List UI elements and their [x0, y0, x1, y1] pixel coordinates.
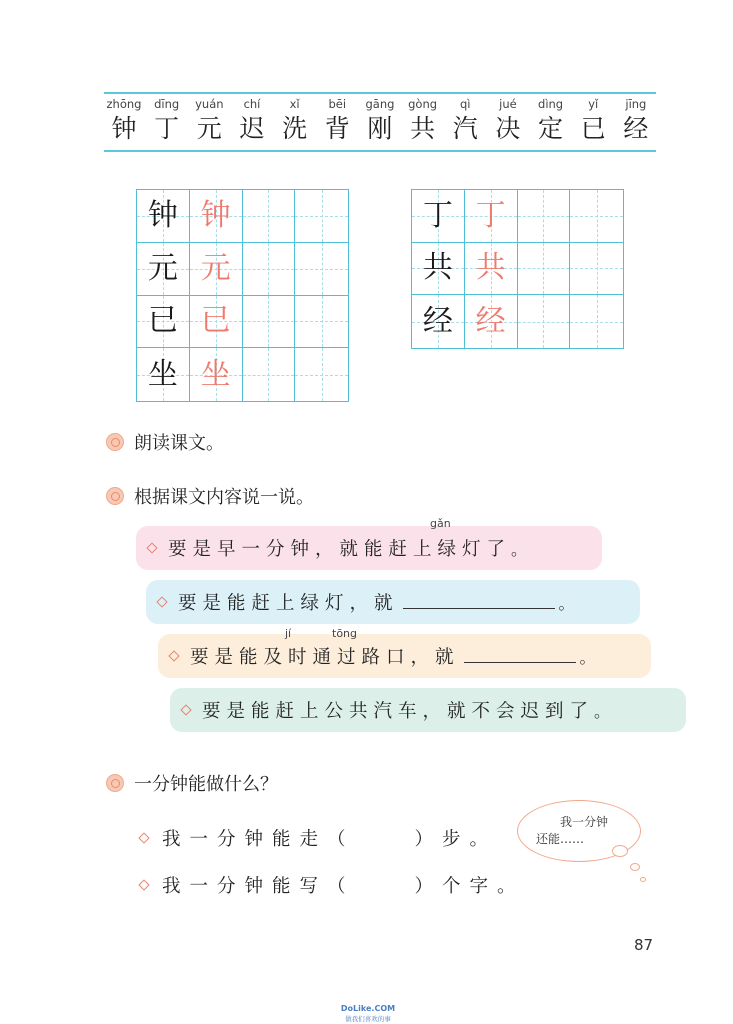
trace-char: 共: [475, 250, 506, 286]
question-after: ）个字。: [414, 876, 525, 897]
grid-cell-practice[interactable]: [570, 295, 623, 348]
grid-cell-practice[interactable]: [243, 348, 296, 401]
char-hanzi: 洗: [282, 114, 308, 143]
grid-cell-model: [137, 296, 190, 349]
sentence-text: 要是能及时通过路口，就: [190, 647, 460, 668]
grid-cell-model: [190, 243, 243, 296]
model-char: 丁: [422, 197, 453, 233]
model-char: 坐: [147, 356, 178, 392]
band-bottom-line: [104, 150, 656, 152]
diamond-bullet-icon: [156, 596, 167, 607]
question-before: 我一分钟能走（: [162, 829, 355, 850]
char-hanzi: 决: [495, 114, 521, 143]
fill-blank[interactable]: [403, 593, 555, 609]
new-char: [275, 96, 315, 146]
sentence-text: 要是能赶上绿灯，就: [178, 593, 399, 614]
model-char: 元: [147, 250, 178, 286]
new-char: [360, 96, 400, 146]
char-hanzi: 丁: [154, 114, 180, 143]
char-pinyin: dīng: [154, 97, 180, 111]
char-pinyin: jīng: [625, 97, 647, 111]
model-char: 已: [147, 303, 178, 339]
grid-cell-practice[interactable]: [295, 296, 348, 349]
answer-blank[interactable]: [355, 828, 415, 848]
grid-cell-practice[interactable]: [518, 190, 571, 243]
bubble-line-1: 我一分钟: [560, 815, 609, 829]
sentence-bar-1: gǎn 要是早一分钟，就能赶上绿灯了。: [136, 526, 602, 570]
trace-char: 坐: [200, 356, 231, 392]
new-char: [488, 96, 528, 146]
new-char: [317, 96, 357, 146]
grid-cell-model: [465, 295, 518, 348]
char-hanzi: 迟: [239, 114, 265, 143]
trace-char: 已: [200, 303, 231, 339]
grid-cell-model: [137, 348, 190, 401]
char-hanzi: 定: [538, 114, 564, 143]
new-char: [147, 96, 187, 146]
grid-cell-practice[interactable]: [243, 296, 296, 349]
pinyin-annotation: jí: [285, 627, 292, 640]
watermark-line-1: DoLike.COM: [340, 1004, 396, 1013]
sentence-bar-3: jí tōng 要是能及时通过路口，就 。: [158, 634, 651, 678]
char-hanzi: 已: [580, 114, 606, 143]
char-hanzi: 共: [410, 114, 436, 143]
grid-cell-practice[interactable]: [243, 190, 296, 243]
char-hanzi: 元: [196, 114, 222, 143]
bubble-dot-medium: [630, 863, 640, 871]
char-pinyin: yuán: [195, 97, 224, 111]
char-pinyin: zhōng: [106, 97, 142, 111]
char-pinyin: gòng: [408, 97, 438, 111]
new-char: [104, 96, 144, 146]
watermark-line-2: 做我们喜欢的事: [345, 1015, 391, 1023]
new-char: [445, 96, 485, 146]
grid-cell-practice[interactable]: [518, 243, 571, 296]
grid-cell-practice[interactable]: [243, 243, 296, 296]
grid-cell-practice[interactable]: [295, 190, 348, 243]
section-title: 根据课文内容说一说。: [134, 487, 314, 508]
new-char: [531, 96, 571, 146]
diamond-bullet-icon: [138, 832, 149, 843]
flower-bullet-icon: [106, 487, 124, 505]
diamond-bullet-icon: [146, 542, 157, 553]
writing-grid-right: [411, 189, 624, 349]
new-char: [403, 96, 443, 146]
sentence-bar-4: 要是能赶上公共汽车，就不会迟到了。: [170, 688, 686, 732]
char-pinyin: yǐ: [588, 97, 599, 111]
page-number: 87: [634, 936, 654, 954]
question-write: [140, 872, 525, 898]
grid-cell-model: [190, 190, 243, 243]
writing-grid-left: [136, 189, 349, 402]
model-char: 经: [422, 303, 453, 339]
sentence-text: 要是能赶上公共汽车，就不会迟到了: [202, 701, 595, 722]
char-pinyin: xǐ: [289, 97, 300, 111]
char-pinyin: qì: [460, 97, 471, 111]
answer-blank[interactable]: [355, 875, 415, 895]
grid-cell-model: [465, 190, 518, 243]
grid-cell-model: [137, 190, 190, 243]
grid-cell-model: [465, 243, 518, 296]
sentence-bar-2: 要是能赶上绿灯，就 。: [146, 580, 640, 624]
flower-bullet-icon: [106, 433, 124, 451]
trace-char: 元: [200, 250, 231, 286]
new-char: [573, 96, 613, 146]
char-hanzi: 背: [324, 114, 350, 143]
char-hanzi: 汽: [452, 114, 478, 143]
flower-bullet-icon: [106, 774, 124, 792]
fill-blank[interactable]: [464, 647, 576, 663]
grid-cell-practice[interactable]: [295, 243, 348, 296]
section-title: 一分钟能做什么？: [134, 774, 278, 795]
trace-char: 钟: [200, 197, 231, 233]
char-pinyin: chí: [243, 97, 261, 111]
grid-cell-model: [190, 348, 243, 401]
bubble-dot-small: [640, 877, 646, 882]
pinyin-annotation: tōng: [332, 627, 357, 640]
model-char: 钟: [147, 197, 178, 233]
diamond-bullet-icon: [168, 650, 179, 661]
bubble-line-2: 还能……: [536, 832, 585, 846]
diamond-bullet-icon: [180, 704, 191, 715]
model-char: 共: [422, 250, 453, 286]
question-before: 我一分钟能写（: [162, 876, 355, 897]
new-char: [232, 96, 272, 146]
grid-cell-model: [137, 243, 190, 296]
sentence-text: 要是早一分钟，就能赶上绿灯了: [168, 539, 512, 560]
grid-cell-practice[interactable]: [518, 295, 571, 348]
char-pinyin: dìng: [538, 97, 564, 111]
diamond-bullet-icon: [138, 879, 149, 890]
question-after: ）步。: [414, 829, 498, 850]
char-hanzi: 刚: [367, 114, 393, 143]
new-characters-row: [104, 96, 656, 146]
char-hanzi: 经: [623, 114, 649, 143]
question-walk: [140, 825, 497, 851]
new-char: [616, 96, 656, 146]
grid-cell-model: [190, 296, 243, 349]
watermark: [333, 1004, 403, 1024]
trace-char: 丁: [475, 197, 506, 233]
grid-cell-model: [412, 190, 465, 243]
section-title: 朗读课文。: [134, 433, 224, 454]
section-read-aloud: [106, 429, 224, 455]
new-char: [189, 96, 229, 146]
grid-cell-practice[interactable]: [570, 190, 623, 243]
char-pinyin: bēi: [328, 97, 347, 111]
grid-cell-practice[interactable]: [570, 243, 623, 296]
char-pinyin: gāng: [365, 97, 395, 111]
section-one-minute: [106, 770, 278, 796]
char-hanzi: 钟: [111, 114, 137, 143]
char-pinyin: jué: [499, 97, 517, 111]
grid-cell-model: [412, 295, 465, 348]
grid-cell-practice[interactable]: [295, 348, 348, 401]
grid-cell-model: [412, 243, 465, 296]
bubble-dot-large: [612, 845, 628, 857]
band-top-line: [104, 92, 656, 94]
pinyin-annotation: gǎn: [430, 517, 451, 530]
trace-char: 经: [475, 303, 506, 339]
section-discuss: [106, 483, 314, 509]
